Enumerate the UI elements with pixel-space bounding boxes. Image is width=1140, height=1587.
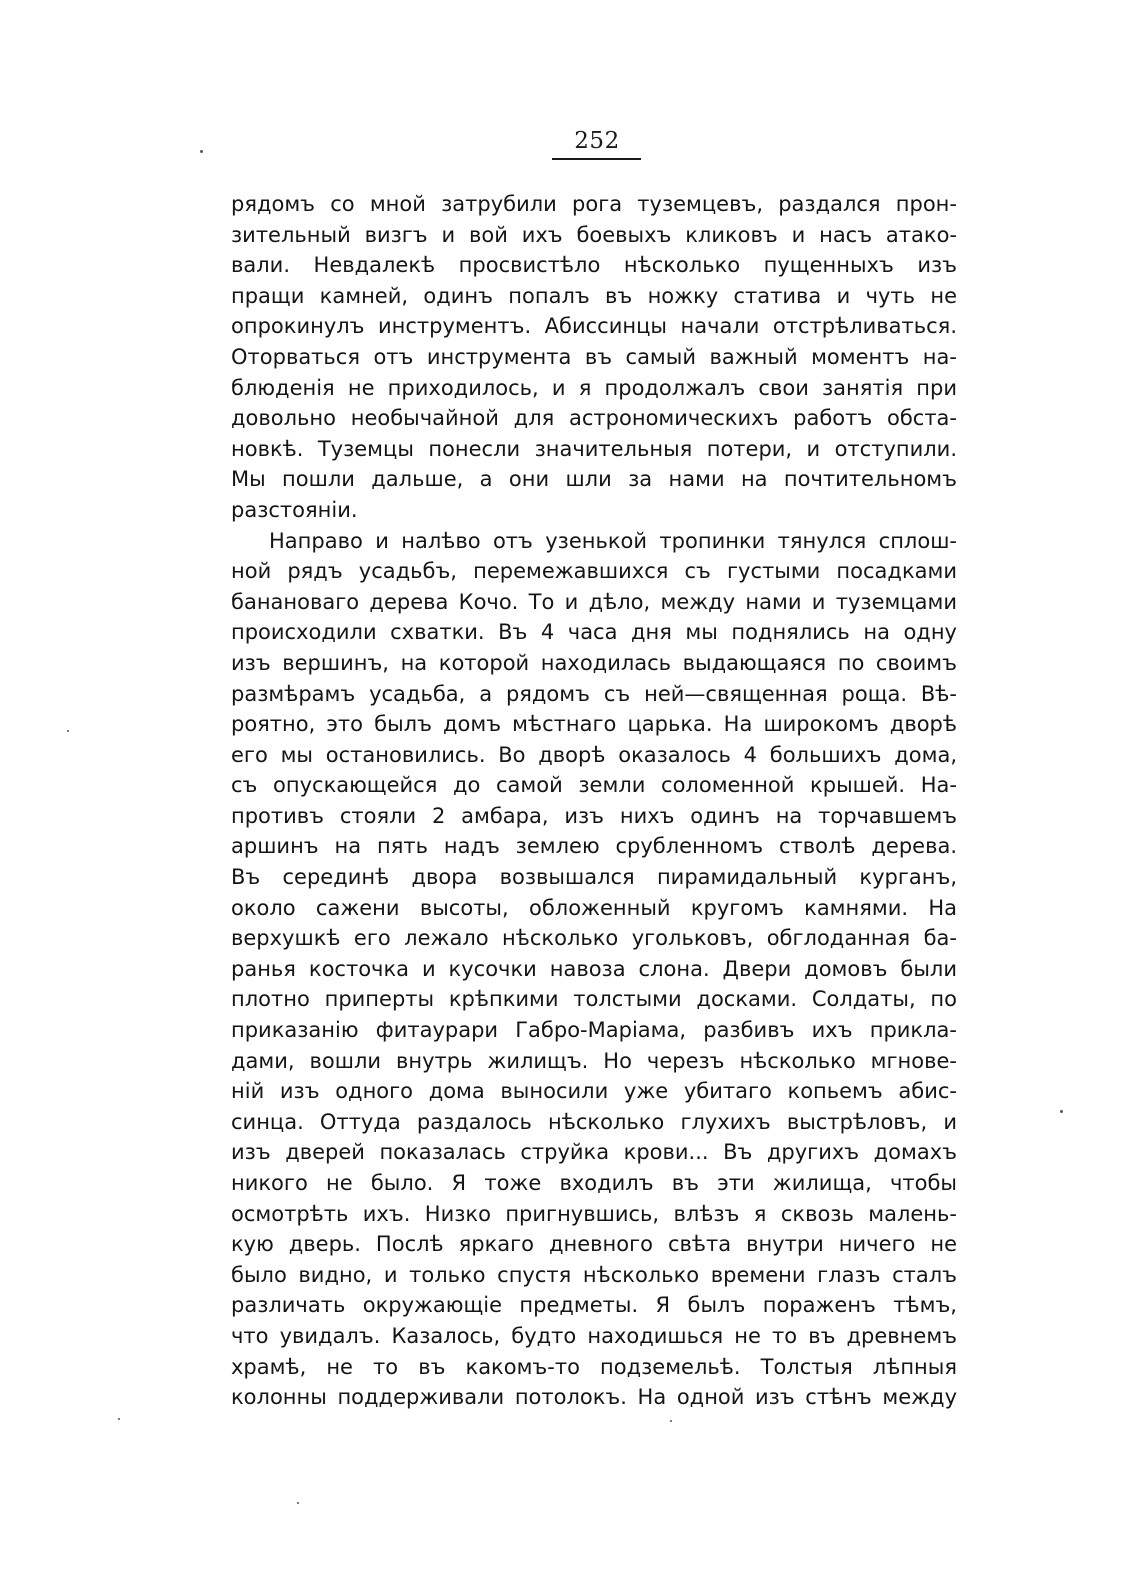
- text-line: плотно приперты крѣпкими толстыми досками. Солдаты, по: [231, 987, 957, 1012]
- text-line: аршинъ на пять надъ землею срубленномъ стволѣ дерева.: [231, 834, 957, 859]
- text-line: никого не было. Я тоже входилъ въ эти жилища, чтобы: [231, 1171, 957, 1195]
- text-line: съ опускающейся до самой земли соломенной крышей. На-: [231, 773, 957, 798]
- text-line: роятно, это былъ домъ мѣстнаго царька. На широкомъ дворѣ: [231, 712, 957, 737]
- scan-speck: [1060, 1110, 1063, 1113]
- text-line: новкѣ. Туземцы понесли значительныя потери, и отступили.: [231, 436, 957, 461]
- scan-speck: [670, 1420, 672, 1422]
- text-line: рядомъ со мной затрубили рога туземцевъ, раздался прон-: [231, 192, 957, 216]
- body-text: [231, 189, 957, 1505]
- scan-speck: [67, 730, 69, 732]
- paragraph: [231, 189, 957, 526]
- text-line: вали. Невдалекѣ просвистѣло нѣсколько пущенныхъ изъ: [231, 253, 957, 278]
- text-line: размѣрамъ усадьба, а рядомъ съ ней—священная роща. Вѣ-: [231, 681, 957, 706]
- text-line: храмѣ, не то въ какомъ-то подземельѣ. Толстыя лѣпныя: [231, 1354, 957, 1379]
- text-line: противъ стояли 2 амбара, изъ нихъ одинъ на торчавшемъ: [231, 803, 957, 828]
- text-line: ной рядъ усадьбъ, перемежавшихся съ густыми посадками: [231, 559, 957, 584]
- text-line: Оторваться отъ инструмента въ самый важный моментъ на-: [231, 344, 957, 369]
- scan-speck: [200, 150, 203, 153]
- scan-speck: [118, 1418, 120, 1420]
- text-line: банановаго дерева Кочо. То и дѣло, между нами и туземцами: [231, 589, 957, 614]
- text-line: синца. Оттуда раздалось нѣсколько глухихъ выстрѣловъ, и: [231, 1109, 957, 1134]
- text-line: [231, 1413, 957, 1444]
- text-line: опрокинулъ инструментъ. Абиссинцы начали отстрѣливаться.: [231, 314, 957, 339]
- text-line: происходили схватки. Въ 4 часа дня мы поднялись на одну: [231, 620, 957, 645]
- text-line: осмотрѣть ихъ. Низко пригнувшись, влѣзъ я сквозь малень-: [231, 1201, 957, 1226]
- text-line: кую дверь. Послѣ яркаго дневного свѣта внутри ничего не: [231, 1232, 957, 1257]
- text-line: около сажени высоты, обложенный кругомъ камнями. На: [231, 895, 957, 920]
- text-line: зительный визгъ и вой ихъ боевыхъ кликовъ и насъ атако-: [231, 222, 957, 247]
- page-number-underline: [552, 158, 641, 160]
- text-line: Въ серединѣ двора возвышался пирамидальный курганъ,: [231, 865, 957, 890]
- text-line: его мы остановились. Во дворѣ оказалось 4 большихъ дома,: [231, 742, 957, 767]
- text-line: колонны поддерживали потолокъ. На одной изъ стѣнъ между: [231, 1385, 957, 1410]
- text-line: блюденія не приходилось, и я продолжалъ свои занятія при: [231, 375, 957, 400]
- scan-speck: [297, 1502, 299, 1504]
- text-line: приказанію фитаурари Габро-Маріама, разбивъ ихъ прикла-: [231, 1018, 957, 1043]
- text-line: различать окружающіе предметы. Я былъ пораженъ тѣмъ,: [231, 1293, 957, 1318]
- text-line: ній изъ одного дома выносили уже убитаго копьемъ абис-: [231, 1079, 957, 1104]
- text-line: пращи камней, одинъ попалъ въ ножку статива и чуть не: [231, 283, 957, 308]
- text-line: Направо и налѣво отъ узенькой тропинки тянулся сплош-: [269, 528, 957, 553]
- text-line: [231, 1443, 957, 1474]
- text-line: разстояніи.: [231, 497, 358, 522]
- page-number: 252: [574, 128, 620, 154]
- text-line: довольно необычайной для астрономическихъ работъ обста-: [231, 406, 957, 431]
- text-line: изъ вершинъ, на которой находилась выдающаяся по своимъ: [231, 650, 957, 675]
- text-line: верхушкѣ его лежало нѣсколько угольковъ, обглоданная ба-: [231, 926, 957, 951]
- text-line: было видно, и только спустя нѣсколько времени глазъ сталъ: [231, 1262, 957, 1287]
- text-line: Мы пошли дальше, а они шли за нами на почтительномъ: [231, 467, 957, 492]
- text-line: [231, 1474, 957, 1505]
- text-line: дами, вошли внутрь жилищъ. Но черезъ нѣсколько мгнове-: [231, 1048, 957, 1073]
- text-line: ранья косточка и кусочки навоза слона. Двери домовъ были: [231, 956, 957, 981]
- text-line: изъ дверей показалась струйка крови... Въ другихъ домахъ: [231, 1140, 957, 1165]
- paragraph: [231, 526, 957, 1505]
- text-line: что увидалъ. Казалось, будто находишься не то въ древнемъ: [231, 1323, 957, 1348]
